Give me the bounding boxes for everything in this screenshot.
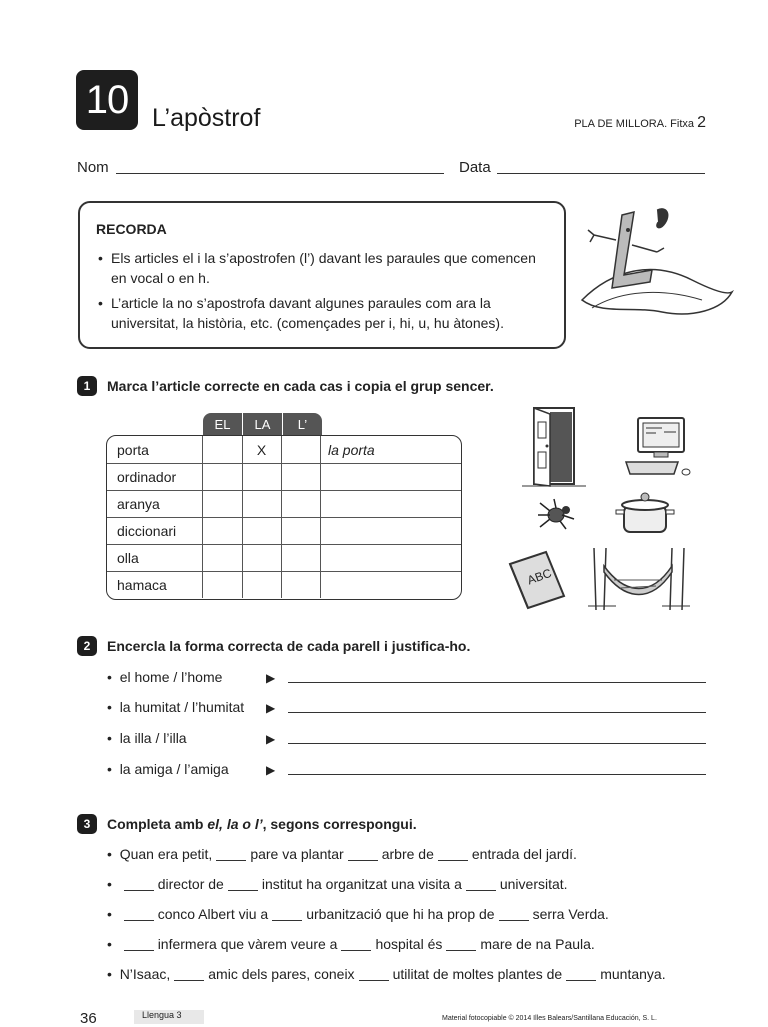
sentence-fragment: utilitat de moltes plantes de: [392, 966, 563, 982]
blank-field[interactable]: [348, 859, 378, 861]
sentence-fragment: hospital és: [375, 936, 443, 952]
unit-number-badge: 10: [76, 70, 138, 130]
table-row: [107, 571, 461, 598]
word-cell: porta: [107, 436, 203, 463]
l-checkbox-cell[interactable]: [281, 544, 321, 571]
word-cell: olla: [107, 544, 203, 571]
sentence-fragment: serra Verda.: [532, 906, 609, 922]
blank-field[interactable]: [566, 979, 596, 981]
answer-cell[interactable]: [320, 517, 461, 544]
word-cell: diccionari: [107, 517, 203, 544]
l-checkbox-cell[interactable]: [281, 490, 321, 517]
answer-cell[interactable]: [320, 571, 461, 598]
la-checkbox-cell[interactable]: [242, 463, 282, 490]
article-table-header: [203, 413, 322, 435]
blank-field[interactable]: [438, 859, 468, 861]
blank-field[interactable]: [216, 859, 246, 861]
table-row: [107, 544, 461, 572]
sentence-fragment: institut ha organitzat una visita a: [261, 876, 462, 892]
instruction-text: , segons correspongui.: [262, 816, 417, 832]
el-checkbox-cell[interactable]: [203, 571, 243, 598]
hammock-illustration: [586, 546, 690, 612]
word-cell: aranya: [107, 490, 203, 517]
pair-text[interactable]: el home / l’home: [119, 669, 223, 685]
sentence-fragment: conco Albert viu a: [157, 906, 269, 922]
pair-item: • la illa / l’illa: [107, 730, 187, 746]
spider-illustration: [534, 495, 580, 531]
table-row: [107, 463, 461, 491]
blank-field[interactable]: [272, 919, 302, 921]
blank-field[interactable]: [359, 979, 389, 981]
pair-text[interactable]: la amiga / l’amiga: [119, 761, 229, 777]
plan-number: 2: [697, 114, 706, 131]
sentence-fragment: amic dels pares, coneix: [208, 966, 355, 982]
la-checkbox-cell[interactable]: [242, 517, 282, 544]
arrow-icon: ▶: [266, 671, 276, 685]
answer-cell[interactable]: [320, 544, 461, 571]
sentence-item: • infermera que vàrem veure a hospital és mare de na Paula.: [107, 936, 595, 952]
la-checkbox-cell[interactable]: [242, 490, 282, 517]
book-label: ABC: [525, 565, 554, 588]
recorda-bullet-text: Els articles el i la s’apostrofen (l’) davant les paraules que comencen en vocal o en h.: [111, 250, 536, 286]
table-row: [107, 517, 461, 545]
page-title: L’apòstrof: [152, 104, 261, 132]
la-checkbox-cell[interactable]: X: [242, 436, 282, 463]
blank-field[interactable]: [499, 919, 529, 921]
justification-line[interactable]: [288, 682, 706, 683]
column-header-l: L’: [283, 413, 322, 435]
pair-text[interactable]: la illa / l’illa: [119, 730, 187, 746]
l-checkbox-cell[interactable]: [281, 571, 321, 598]
la-checkbox-cell[interactable]: [242, 544, 282, 571]
column-header-la: LA: [243, 413, 283, 435]
sentence-fragment: urbanització que hi ha prop de: [306, 906, 495, 922]
apostrophe-mascot-illustration: [572, 200, 737, 330]
sentence-fragment: infermera que vàrem veure a: [157, 936, 338, 952]
name-label: Nom: [77, 159, 109, 176]
name-field[interactable]: [116, 173, 444, 174]
door-illustration: [518, 402, 590, 488]
el-checkbox-cell[interactable]: [203, 463, 243, 490]
date-label: Data: [459, 159, 491, 176]
table-row: [107, 490, 461, 518]
article-table: [106, 435, 462, 600]
exercise-3-number: 3: [77, 814, 97, 834]
copyright-notice: Material fotocopiable © 2014 Illes Balears/Santillana Educación, S. L.: [442, 1015, 657, 1022]
exercise-1-number: 1: [77, 376, 97, 396]
plan-label: PLA DE MILLORA. Fitxa: [574, 118, 695, 130]
exercise-3-instruction: [107, 816, 417, 832]
blank-field[interactable]: [124, 949, 154, 951]
sentence-fragment: entrada del jardí.: [471, 846, 577, 862]
sentence-fragment: mare de na Paula.: [480, 936, 595, 952]
word-cell: ordinador: [107, 463, 203, 490]
answer-cell[interactable]: [320, 490, 461, 517]
book-illustration: [506, 548, 568, 612]
el-checkbox-cell[interactable]: [203, 490, 243, 517]
subject-tab: Llengua 3: [134, 1010, 204, 1024]
table-row: [107, 436, 461, 464]
arrow-icon: ▶: [266, 763, 276, 777]
el-checkbox-cell[interactable]: [203, 517, 243, 544]
instruction-options: el, la o l’: [207, 816, 263, 832]
arrow-icon: ▶: [266, 701, 276, 715]
l-checkbox-cell[interactable]: [281, 463, 321, 490]
l-checkbox-cell[interactable]: [281, 517, 321, 544]
justification-line[interactable]: [288, 743, 706, 744]
answer-cell[interactable]: [320, 463, 461, 490]
l-checkbox-cell[interactable]: [281, 436, 321, 463]
sentence-fragment: pare va plantar: [250, 846, 344, 862]
el-checkbox-cell[interactable]: [203, 436, 243, 463]
sentence-fragment: director de: [157, 876, 224, 892]
pair-text[interactable]: la humitat / l’humitat: [119, 699, 245, 715]
exercise-1-instruction: Marca l’article correcte en cada cas i copia el grup sencer.: [107, 378, 494, 394]
sentence-fragment: Quan era petit,: [119, 846, 213, 862]
sentence-item: • conco Albert viu a urbanització que hi ha prop de serra Verda.: [107, 906, 609, 922]
el-checkbox-cell[interactable]: [203, 544, 243, 571]
worksheet-label: [574, 114, 706, 132]
sentence-item: • N’Isaac, amic dels pares, coneix utilitat de moltes plantes de muntanya.: [107, 966, 666, 982]
sentence-fragment: arbre de: [381, 846, 434, 862]
word-cell: hamaca: [107, 571, 203, 598]
computer-illustration: [622, 414, 692, 480]
page-number: 36: [80, 1010, 97, 1027]
recorda-heading: RECORDA: [96, 221, 167, 237]
pot-illustration: [614, 488, 676, 538]
blank-field[interactable]: [124, 889, 154, 891]
blank-field[interactable]: [228, 889, 258, 891]
pair-item: • la humitat / l’humitat: [107, 699, 245, 715]
pair-item: • el home / l’home: [107, 669, 223, 685]
blank-field[interactable]: [124, 919, 154, 921]
justification-line[interactable]: [288, 774, 706, 775]
date-field[interactable]: [497, 173, 705, 174]
blank-field[interactable]: [174, 979, 204, 981]
sentence-item: • Quan era petit, pare va plantar arbre de entrada del jardí.: [107, 846, 577, 862]
sentence-fragment: muntanya.: [600, 966, 666, 982]
column-header-el: EL: [203, 413, 243, 435]
exercise-2-number: 2: [77, 636, 97, 656]
la-checkbox-cell[interactable]: [242, 571, 282, 598]
instruction-text: Completa amb: [107, 816, 208, 832]
sentence-item: • director de institut ha organitzat una visita a universitat.: [107, 876, 568, 892]
blank-field[interactable]: [446, 949, 476, 951]
arrow-icon: ▶: [266, 732, 276, 746]
pair-item: • la amiga / l’amiga: [107, 761, 229, 777]
blank-field[interactable]: [466, 889, 496, 891]
blank-field[interactable]: [341, 949, 371, 951]
recorda-bullet-text: L’article la no s’apostrofa davant algunes paraules com ara la universitat, la història, etc. (començades per i, hi, u, hu àtones).: [111, 295, 504, 331]
sentence-fragment: N’Isaac,: [119, 966, 171, 982]
answer-cell[interactable]: la porta: [328, 441, 375, 458]
sentence-fragment: universitat.: [499, 876, 568, 892]
justification-line[interactable]: [288, 712, 706, 713]
exercise-2-instruction: Encercla la forma correcta de cada parell i justifica-ho.: [107, 638, 471, 654]
recorda-box: RECORDA • Els articles el i la s’apostrofen (l’) davant les paraules que comencen en vocal o en h. • L’article la no s’apostrofa davant algunes paraules com ara la universitat, la història, etc. (començades per i, hi, u, hu àtones).: [78, 201, 566, 349]
